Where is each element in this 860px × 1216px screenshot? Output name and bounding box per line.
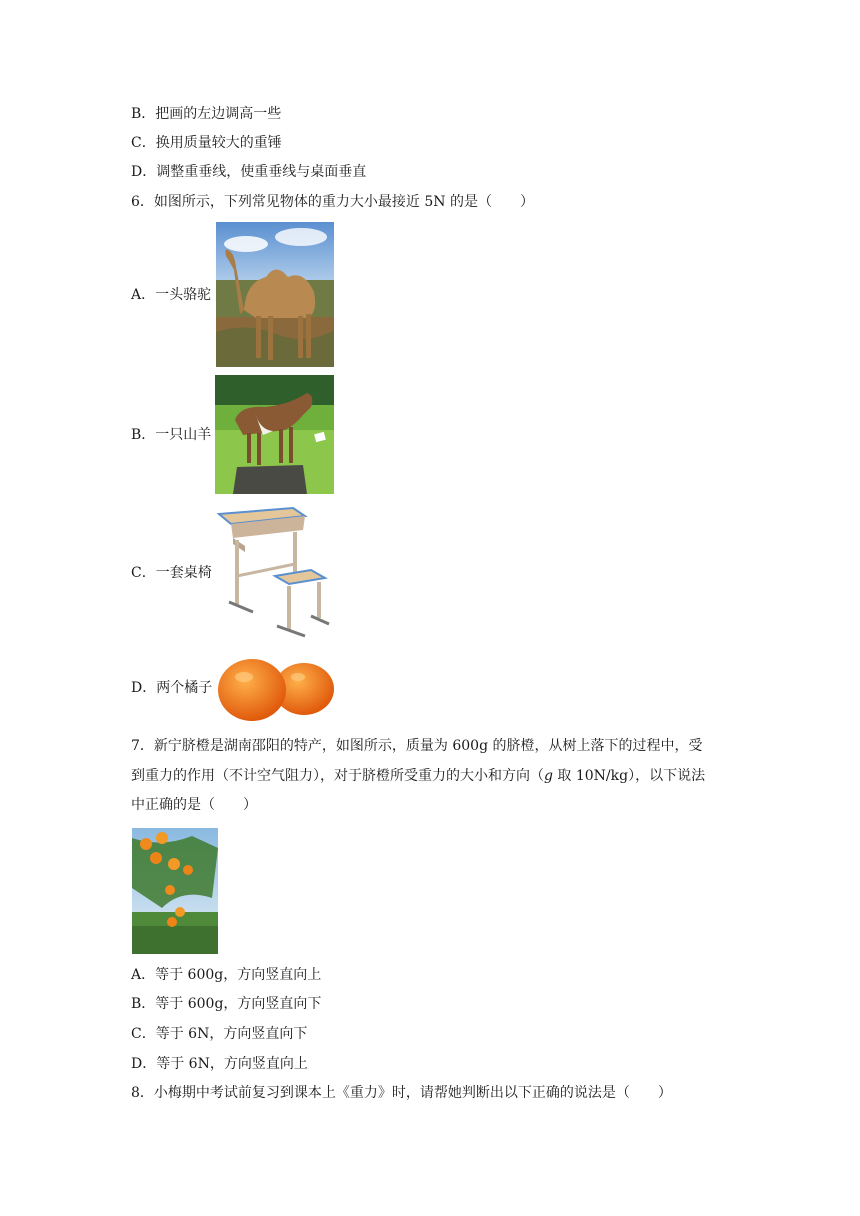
- q8-stem: 8．小梅期中考试前复习到课本上《重力》时，请帮她判断出以下正确的说法是（ ）: [131, 1085, 672, 1101]
- q5-option-d: D．调整重垂线，使重垂线与桌面垂直: [131, 164, 367, 180]
- q7-option-b: B．等于 600g，方向竖直向下: [131, 996, 322, 1012]
- camel-image: [216, 222, 334, 367]
- two-oranges-image: [216, 653, 335, 723]
- q5-option-c: C．换用质量较大的重锤: [131, 135, 282, 151]
- q7-stem-line-2-b: 取 10N/kg），以下说法: [552, 768, 706, 784]
- q6-stem: 6．如图所示，下列常见物体的重力大小最接近 5N 的是（ ）: [131, 194, 534, 210]
- q6-option-b-label: B．一只山羊: [131, 427, 212, 443]
- q6-option-c-label: C．一套桌椅: [131, 565, 212, 581]
- q7-option-d: D．等于 6N，方向竖直向上: [131, 1056, 308, 1072]
- q7-stem-line-2-a: 到重力的作用（不计空气阻力），对于脐橙所受重力的大小和方向（: [131, 768, 544, 784]
- q7-stem-line-2: [131, 766, 705, 786]
- orange-tree-image: [132, 828, 218, 954]
- q7-option-c: C．等于 6N，方向竖直向下: [131, 1026, 308, 1042]
- q7-g-symbol: g: [544, 768, 553, 784]
- q7-stem-line-3: 中正确的是（ ）: [131, 797, 257, 813]
- q6-option-a-label: A．一头骆驼: [131, 287, 212, 303]
- q5-option-b: B．把画的左边调高一些: [131, 106, 282, 122]
- goat-image: [215, 375, 334, 494]
- q7-option-a: A．等于 600g，方向竖直向上: [131, 967, 322, 983]
- q6-option-d-label: D．两个橘子: [131, 680, 213, 696]
- q7-stem-line-1: 7．新宁脐橙是湖南邵阳的特产，如图所示，质量为 600g 的脐橙，从树上落下的过程中，受: [131, 738, 703, 754]
- desk-chair-image: [215, 506, 333, 638]
